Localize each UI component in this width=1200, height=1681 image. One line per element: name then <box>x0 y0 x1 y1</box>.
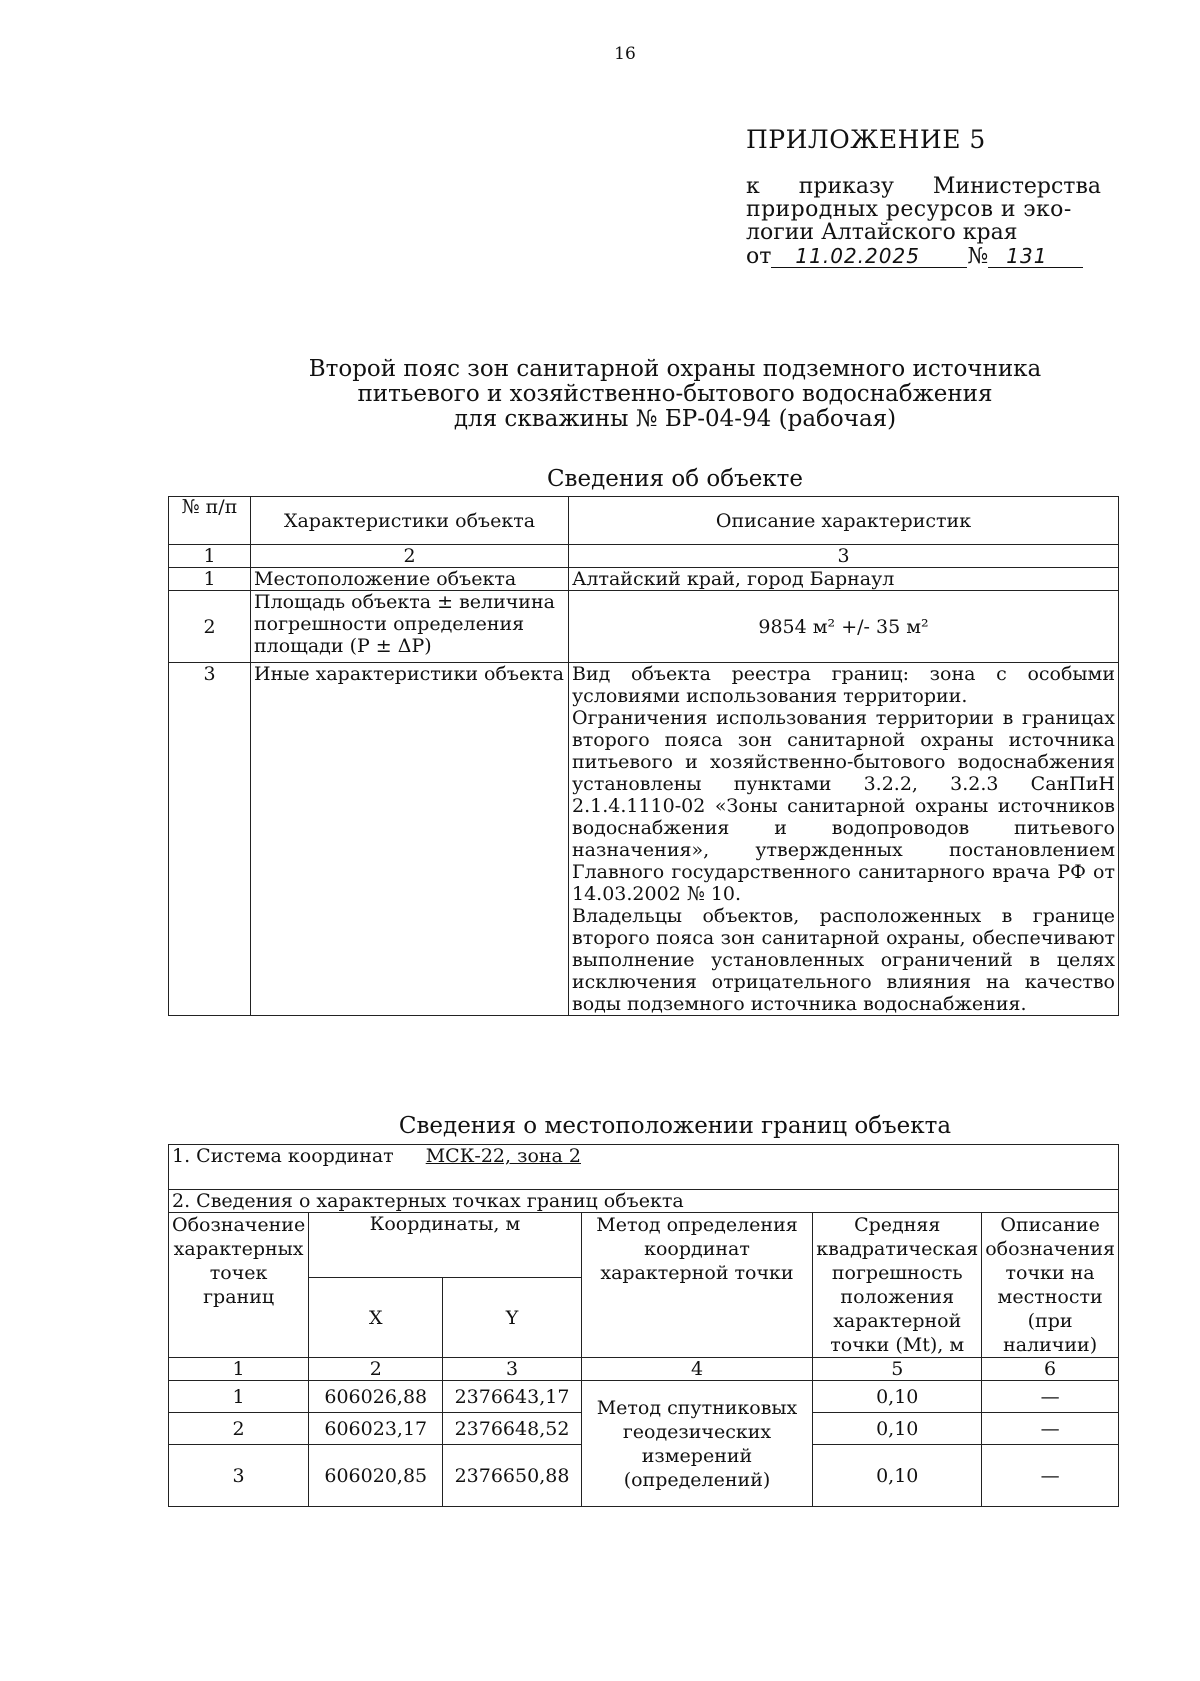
date-blank <box>771 244 967 268</box>
index-cell: 3 <box>569 545 1119 568</box>
index-cell: 6 <box>982 1358 1119 1381</box>
order-word: приказу <box>798 174 894 199</box>
point-id: 2 <box>169 1413 309 1445</box>
header-description: Описание характеристик <box>569 497 1119 545</box>
index-cell: 4 <box>581 1358 813 1381</box>
point-mt: 0,10 <box>813 1413 982 1445</box>
order-date-number-line <box>746 245 1101 268</box>
table-index-row <box>169 1358 1119 1381</box>
header-num: № п/п <box>169 497 251 545</box>
row-name: Площадь объекта ± величина погрешности определения площади (Р ± ΔР) <box>251 591 569 663</box>
table-row <box>169 591 1119 663</box>
object-info-section-title: Сведения об объекте <box>546 466 804 492</box>
location-info-section-title: Сведения о местоположении границ объекта <box>398 1113 952 1139</box>
row-num: 3 <box>169 663 251 1016</box>
title-line: питьевого и хозяйственно-бытового водоснабжения <box>357 381 993 407</box>
table-row <box>169 663 1119 1016</box>
coord-system-row <box>169 1145 1119 1168</box>
number-blank <box>988 244 1083 268</box>
description-paragraph: Ограничения использования территории в границах второго пояса зон санитарной охраны источника питьевого и хозяйственно-бытового водоснабжения установлены пунктами 3.2.2, 3.2.3 СанПиН 2.1.4.1110-02 «Зоны санитарной охраны источников водоснабжения и водопроводов питьевого назначения», утвержденных постановлением Главного государственного санитарного врача РФ от 14.03.2002 № 10. <box>572 707 1115 905</box>
header-coordinates: Координаты, м <box>309 1213 582 1278</box>
coord-system-label: 1. Система координат <box>172 1145 394 1167</box>
handwritten-date: 11.02.2025 <box>795 244 920 268</box>
index-cell: 2 <box>251 545 569 568</box>
points-title-row <box>169 1190 1119 1213</box>
coord-system-value: МСК-22, зона 2 <box>425 1145 581 1167</box>
point-id: 1 <box>169 1381 309 1413</box>
index-cell: 5 <box>813 1358 982 1381</box>
header-designation: Обозначение характерных точек границ <box>169 1213 309 1358</box>
coord-system-cell <box>169 1145 1119 1168</box>
document-title <box>0 357 1200 432</box>
header-characteristics: Характеристики объекта <box>251 497 569 545</box>
table-row <box>169 568 1119 591</box>
table-header-row <box>169 497 1119 545</box>
header-x: X <box>309 1278 443 1358</box>
index-cell: 1 <box>169 1358 309 1381</box>
appendix-order-reference <box>746 175 1101 268</box>
order-word: к <box>746 174 760 199</box>
point-y: 2376643,17 <box>443 1381 581 1413</box>
object-info-table <box>168 496 1119 1016</box>
row-value: 9854 м² +/- 35 м² <box>569 591 1119 663</box>
point-x: 606020,85 <box>309 1445 443 1507</box>
point-method: Метод спутниковых геодезических измерений (определений) <box>581 1381 813 1507</box>
page-number: 16 <box>614 44 636 64</box>
order-line-1 <box>746 175 1101 198</box>
index-cell: 3 <box>443 1358 581 1381</box>
order-line-2: природных ресурсов и эко- <box>746 197 1072 222</box>
point-desc: — <box>982 1445 1119 1507</box>
spacer-row <box>169 1167 1119 1190</box>
title-line: для скважины № БР-04-94 (рабочая) <box>453 406 897 432</box>
point-x: 606026,88 <box>309 1381 443 1413</box>
header-y: Y <box>443 1278 581 1358</box>
row-num: 1 <box>169 568 251 591</box>
table-header-row <box>169 1213 1119 1278</box>
from-label: от <box>746 244 772 269</box>
point-id: 3 <box>169 1445 309 1507</box>
point-desc: — <box>982 1381 1119 1413</box>
index-cell: 2 <box>309 1358 443 1381</box>
order-line-3: логии Алтайского края <box>746 220 1018 245</box>
row-value <box>569 663 1119 1016</box>
point-mt: 0,10 <box>813 1381 982 1413</box>
title-line: Второй пояс зон санитарной охраны подземного источника <box>308 356 1042 382</box>
row-name: Иные характеристики объекта <box>251 663 569 1016</box>
point-y: 2376650,88 <box>443 1445 581 1507</box>
row-name: Местоположение объекта <box>251 568 569 591</box>
handwritten-number: 131 <box>1006 244 1048 268</box>
point-desc: — <box>982 1413 1119 1445</box>
point-x: 606023,17 <box>309 1413 443 1445</box>
description-paragraph: Владельцы объектов, расположенных в границе второго пояса зон санитарной охраны, обеспечивают выполнение установленных ограничений в целях исключения отрицательного влияния на качество воды подземного источника водоснабжения. <box>572 905 1115 1015</box>
header-method: Метод определения координат характерной точки <box>581 1213 813 1358</box>
table-row <box>169 1381 1119 1413</box>
header-description: Описание обозначения точки на местности (при наличии) <box>982 1213 1119 1358</box>
index-cell: 1 <box>169 545 251 568</box>
point-mt: 0,10 <box>813 1445 982 1507</box>
number-label: № <box>967 244 989 269</box>
table-index-row <box>169 545 1119 568</box>
location-info-table <box>168 1144 1119 1507</box>
row-value: Алтайский край, город Барнаул <box>569 568 1119 591</box>
row-num: 2 <box>169 591 251 663</box>
appendix-title: ПРИЛОЖЕНИЕ 5 <box>746 125 986 154</box>
point-y: 2376648,52 <box>443 1413 581 1445</box>
points-title: 2. Сведения о характерных точках границ объекта <box>169 1190 1119 1213</box>
description-paragraph: Вид объекта реестра границ: зона с особыми условиями использования территории. <box>572 663 1115 707</box>
header-error: Средняя квадратическая погрешность положения характерной точки (Mt), м <box>813 1213 982 1358</box>
order-word: Министерства <box>932 174 1101 199</box>
